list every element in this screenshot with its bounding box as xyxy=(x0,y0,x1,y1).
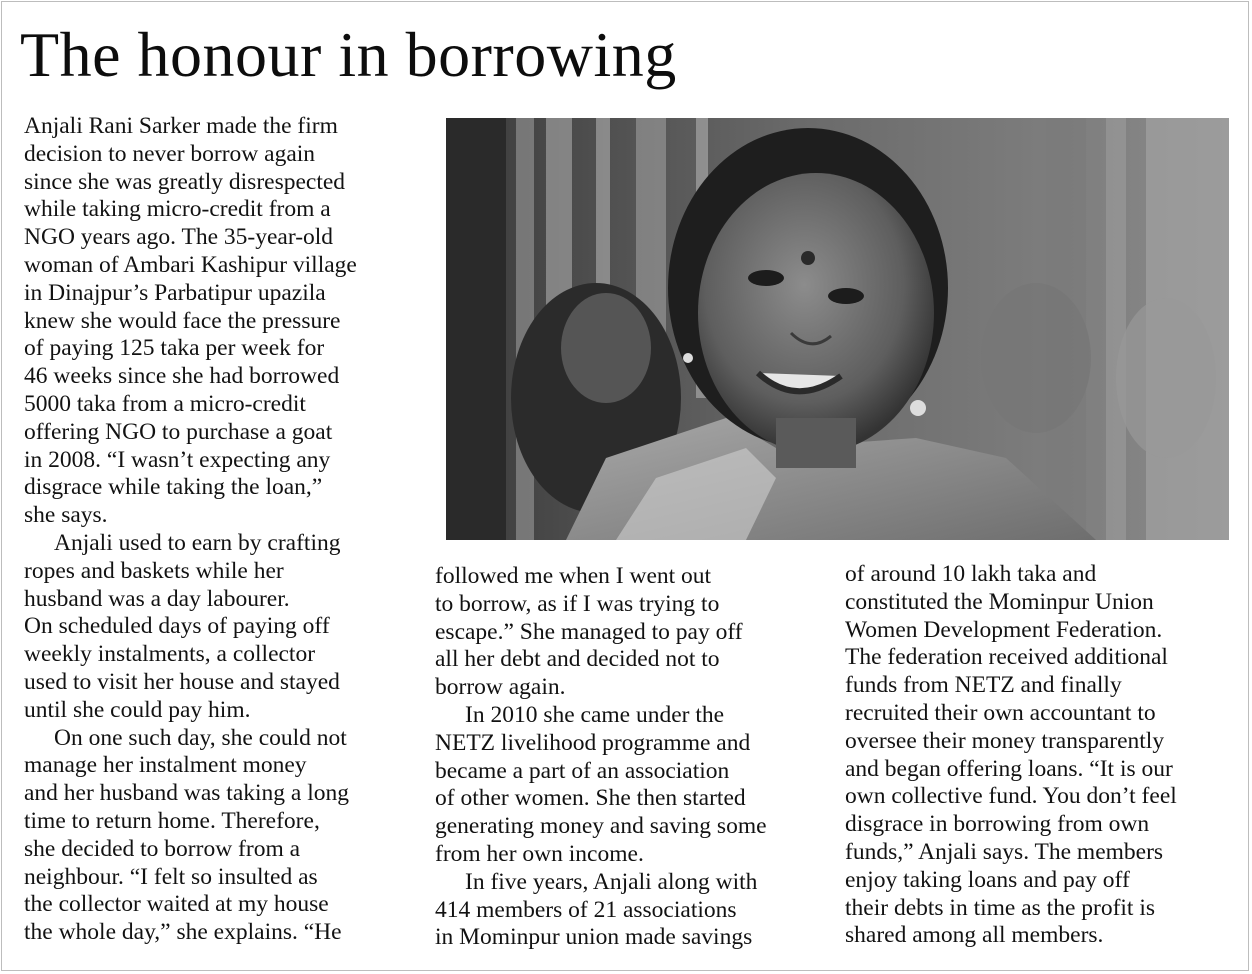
text-line: used to visit her house and stayed xyxy=(24,668,340,695)
text-line: Anjali used to earn by crafting xyxy=(54,529,341,556)
text-line: of other women. She then started xyxy=(435,785,746,812)
text-line: borrow again. xyxy=(435,674,566,701)
text-line: generating money and saving some xyxy=(435,813,767,840)
text-line: in Mominpur union made savings xyxy=(435,924,753,951)
text-line: she decided to borrow from a xyxy=(24,835,301,862)
text-line: the collector waited at my house xyxy=(24,891,329,918)
article-column-2 xyxy=(435,563,825,952)
text-line: all her debt and decided not to xyxy=(435,646,720,673)
text-line: Anjali Rani Sarker made the firm xyxy=(24,113,338,139)
text-line: became a part of an association xyxy=(435,757,730,784)
text-line: weekly instalments, a collector xyxy=(24,641,316,668)
text-line: to borrow, as if I was trying to xyxy=(435,590,720,617)
text-line: woman of Ambari Kashipur village xyxy=(24,251,357,278)
text-line: their debts in time as the profit is xyxy=(845,894,1156,921)
text-line: enjoy taking loans and pay off xyxy=(845,866,1130,893)
portrait-photo xyxy=(446,118,1229,540)
text-line: knew she would face the pressure xyxy=(24,307,341,334)
article-column-1 xyxy=(24,113,414,947)
text-line: On scheduled days of paying off xyxy=(24,613,330,640)
text-line: 414 members of 21 associations xyxy=(435,896,737,923)
text-line: disgrace in borrowing from own xyxy=(845,811,1150,838)
text-line: funds,” Anjali says. The members xyxy=(845,838,1164,865)
paragraph xyxy=(24,530,414,725)
text-line: while taking micro-credit from a xyxy=(24,196,331,223)
paragraph xyxy=(24,113,414,530)
paragraph xyxy=(435,563,825,702)
text-line: funds from NETZ and finally xyxy=(845,672,1122,699)
text-line: of paying 125 taka per week for xyxy=(24,335,325,362)
paragraph xyxy=(845,561,1235,950)
text-line: 5000 taka from a micro-credit xyxy=(24,390,306,417)
woman-portrait-image xyxy=(446,118,1229,540)
text-line: NETZ livelihood programme and xyxy=(435,729,751,756)
text-line: recruited their own accountant to xyxy=(845,699,1156,726)
article-column-3 xyxy=(845,561,1235,950)
text-line: of around 10 lakh taka and xyxy=(845,561,1097,587)
text-line: followed me when I went out xyxy=(435,563,712,589)
text-line: and began offering loans. “It is our xyxy=(845,755,1173,782)
paragraph xyxy=(435,869,825,952)
text-line: In five years, Anjali along with xyxy=(465,868,758,895)
text-line: disgrace while taking the loan,” xyxy=(24,474,323,501)
text-line: neighbour. “I felt so insulted as xyxy=(24,863,318,890)
text-line: manage her instalment money xyxy=(24,752,307,779)
text-line: and her husband was taking a long xyxy=(24,780,350,807)
text-line: the whole day,” she explains. “He xyxy=(24,919,342,946)
text-line: 46 weeks since she had borrowed xyxy=(24,363,340,390)
text-line: constituted the Mominpur Union xyxy=(845,588,1154,615)
text-line: she says. xyxy=(24,502,108,529)
text-line: On one such day, she could not xyxy=(54,724,347,751)
text-line: In 2010 she came under the xyxy=(465,701,725,728)
text-line: The federation received additional xyxy=(845,644,1168,671)
text-line: time to return home. Therefore, xyxy=(24,807,320,834)
text-line: NGO years ago. The 35-year-old xyxy=(24,224,334,251)
text-line: husband was a day labourer. xyxy=(24,585,290,612)
text-line: ropes and baskets while her xyxy=(24,557,284,584)
text-line: escape.” She managed to pay off xyxy=(435,618,743,645)
text-line: own collective fund. You don’t feel xyxy=(845,783,1177,810)
text-line: since she was greatly disrespected xyxy=(24,168,346,195)
text-line: until she could pay him. xyxy=(24,696,251,723)
text-line: decision to never borrow again xyxy=(24,140,316,167)
text-line: Women Development Federation. xyxy=(845,616,1163,643)
text-line: offering NGO to purchase a goat xyxy=(24,418,333,445)
text-line: in Dinajpur’s Parbatipur upazila xyxy=(24,279,326,306)
text-line: oversee their money transparently xyxy=(845,727,1165,754)
paragraph xyxy=(435,702,825,869)
headline: The honour in borrowing xyxy=(20,19,677,90)
text-line: in 2008. “I wasn’t expecting any xyxy=(24,446,331,473)
text-line: shared among all members. xyxy=(845,922,1104,949)
text-line: from her own income. xyxy=(435,840,644,867)
paragraph xyxy=(24,725,414,947)
